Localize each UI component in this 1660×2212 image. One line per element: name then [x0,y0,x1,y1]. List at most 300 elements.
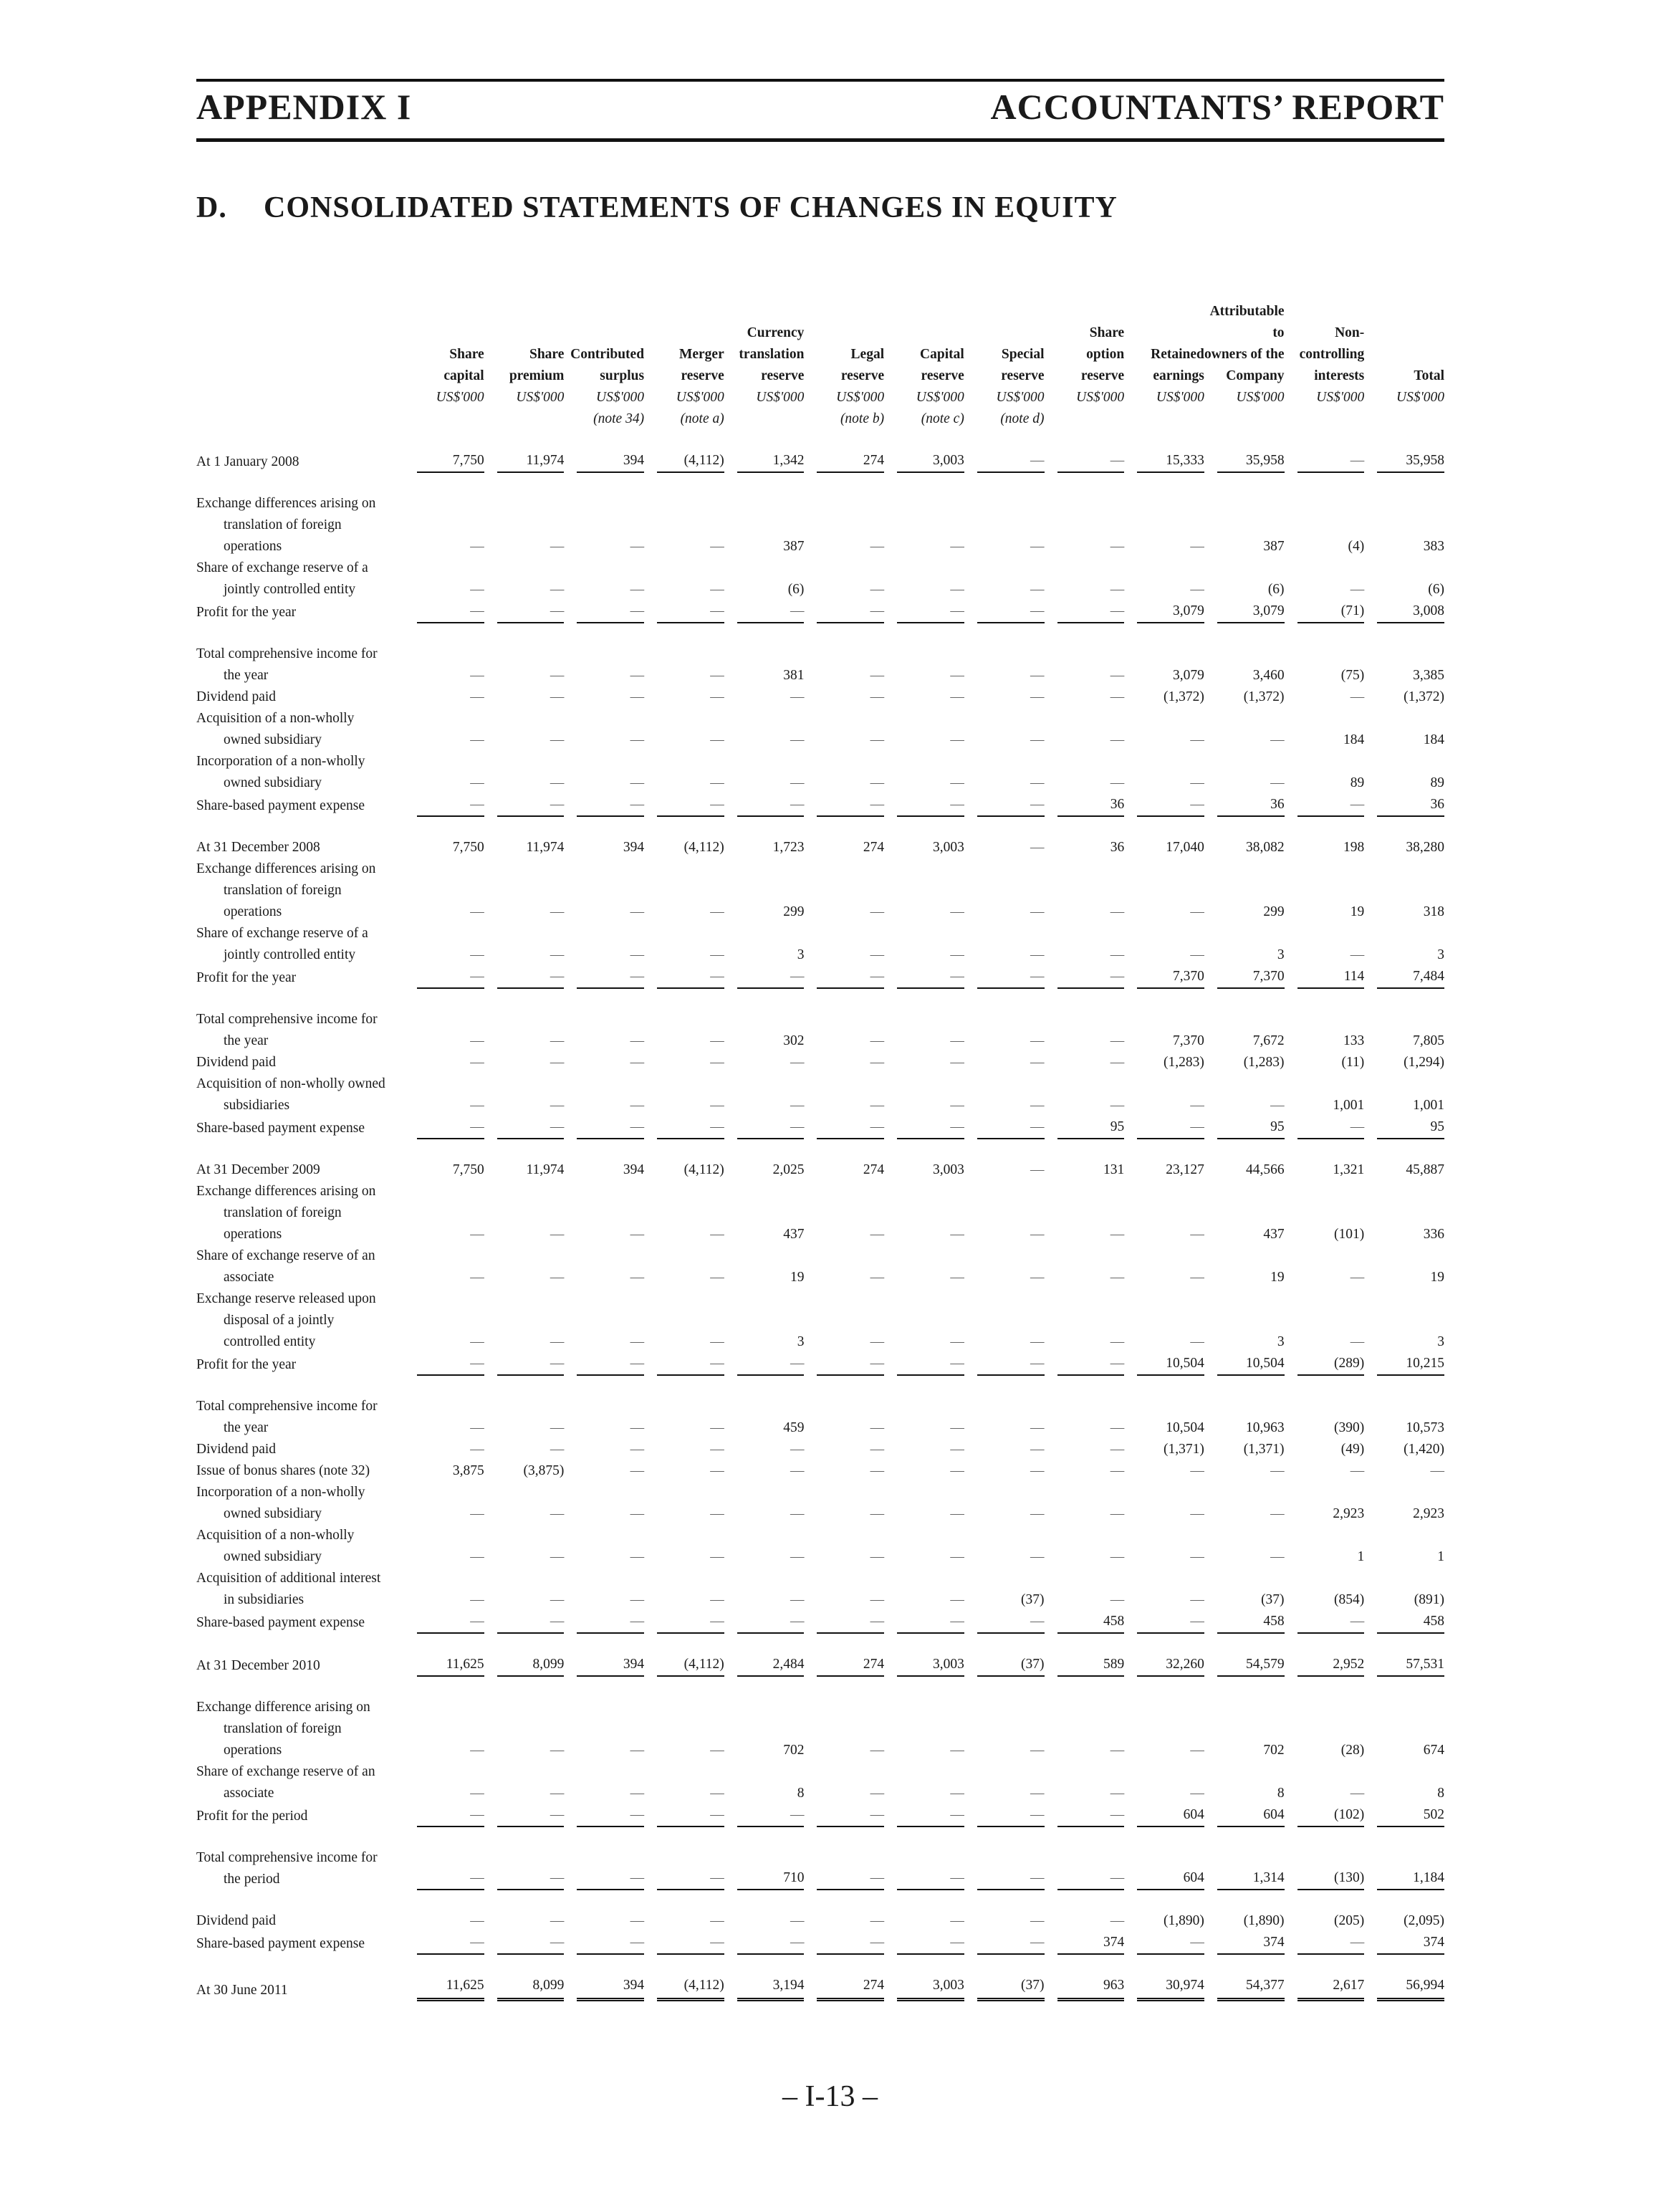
cell-value: — [1110,775,1125,790]
value-cell [804,1159,884,1181]
row-label [196,858,404,923]
cell-value: — [950,732,964,747]
row-label-line: translation of foreign [224,517,342,532]
value-cell [1124,1804,1204,1827]
cell-value: — [550,1420,565,1435]
table-row [196,643,1444,686]
cell-value: 10,963 [1245,1420,1285,1435]
cell-value: — [1190,539,1204,554]
cell-value: — [950,947,964,962]
value-cell [884,557,964,600]
value-cell [644,1073,724,1116]
row-label-line: owned subsidiary [224,1506,322,1521]
cell-value: — [977,1867,1045,1890]
value-cell [724,708,805,751]
value-cell [1204,923,1285,966]
table-row [196,794,1444,817]
value-cell [964,1975,1045,2001]
value-cell [1204,1288,1285,1353]
cell-value: 95 [1057,1116,1125,1139]
value-cell [404,751,484,794]
cell-value: 387 [1263,539,1285,554]
table-row [196,686,1444,708]
row-label-line: the year [224,668,269,683]
value-cell [404,1804,484,1827]
value-cell [484,1439,565,1460]
cell-value: 394 [577,1975,644,2001]
cell-value: — [817,1116,884,1139]
column-header-line: reserve [681,368,724,383]
row-label [196,1460,404,1482]
cell-value: 604 [1217,1804,1285,1827]
value-cell [1285,1073,1365,1116]
cell-value: 3,875 [452,1463,484,1478]
row-label-line: the year [224,1033,269,1048]
cell-value: (289) [1297,1353,1365,1376]
row-label-line: Share of exchange reserve of an [196,1248,375,1263]
cell-value: 2,484 [737,1654,805,1677]
value-cell [1124,1697,1204,1761]
value-cell [724,1245,805,1288]
value-cell [804,1525,884,1568]
value-cell [1045,1009,1125,1052]
cell-value: 7,370 [1173,1033,1204,1048]
cell-value: — [497,794,565,817]
value-cell [1285,1482,1365,1525]
value-cell [1204,1611,1285,1634]
cell-value: — [497,1353,565,1376]
column-header-line [1364,322,1444,344]
cell-value: (71) [1297,600,1365,623]
column-header-line: Total [1414,368,1444,383]
value-cell [964,1288,1045,1353]
value-cell [564,1396,644,1439]
value-cell [884,1525,964,1568]
row-label [196,493,404,557]
cell-value: (1,283) [1243,1055,1285,1070]
cell-value: 3,003 [932,840,964,855]
cell-value: — [1030,689,1045,704]
value-cell [644,1910,724,1932]
value-cell [724,1116,805,1139]
cell-value: — [470,1227,484,1242]
value-cell [1045,923,1125,966]
cell-value: 702 [1263,1743,1285,1758]
cell-value: (4,112) [657,1654,724,1677]
cell-value: — [1350,1463,1365,1478]
cell-value: — [577,794,644,817]
cell-value: — [897,1353,964,1376]
cell-value: — [550,1270,565,1285]
value-cell [724,794,805,817]
column-header-line: translation [739,347,805,362]
cell-value: 2,617 [1297,1975,1365,2001]
value-cell [484,837,565,858]
cell-value: — [1110,1227,1125,1242]
cell-value: — [870,1055,885,1070]
cell-value: — [1030,1913,1045,1928]
row-label-line: associate [224,1786,274,1801]
cell-value: — [710,1549,724,1564]
value-cell [1285,708,1365,751]
cell-value: — [1270,1506,1285,1521]
column-header [1364,279,1444,430]
value-cell [1045,643,1125,686]
column-header-line [404,301,484,322]
cell-value: — [550,689,565,704]
value-cell [1364,1525,1444,1568]
value-cell [1285,1396,1365,1439]
cell-value: 56,994 [1377,1975,1444,2001]
cell-value: — [897,1932,964,1955]
value-cell [404,1761,484,1804]
value-cell [964,557,1045,600]
cell-value: — [550,1334,565,1349]
value-cell [964,600,1045,623]
cell-value: — [550,732,565,747]
value-cell [1045,708,1125,751]
cell-value: — [1030,1270,1045,1285]
value-cell [1204,966,1285,989]
cell-value: — [497,1867,565,1890]
cell-value: 3 [1277,947,1285,962]
cell-value: (49) [1340,1442,1365,1457]
value-cell [1364,1009,1444,1052]
cell-value: 8,099 [497,1975,565,2001]
value-cell [484,686,565,708]
cell-value: — [417,1611,484,1634]
cell-value: 11,625 [417,1975,484,2001]
row-label [196,1697,404,1761]
value-cell [1124,923,1204,966]
cell-value: — [1110,1592,1125,1607]
cell-value: — [630,1549,645,1564]
row-label-line: Incorporation of a non-wholly [196,754,365,769]
cell-value: — [577,1353,644,1376]
value-cell [884,794,964,817]
column-note: (note b) [840,411,885,426]
row-label-line: Total comprehensive income for [196,1850,378,1865]
cell-value: 131 [1103,1162,1125,1177]
column-header-line: interests [1314,368,1365,383]
table-row [196,1052,1444,1073]
value-cell [724,557,805,600]
cell-value: 459 [783,1420,805,1435]
cell-value: — [950,1055,964,1070]
value-cell [1285,643,1365,686]
value-cell [724,493,805,557]
cell-value: — [790,775,805,790]
column-header-line: surplus [600,368,645,383]
cell-value: — [1190,1743,1204,1758]
value-cell [1124,1611,1204,1634]
value-cell [1364,643,1444,686]
value-cell [1285,600,1365,623]
cell-value: — [870,1463,885,1478]
cell-value: — [630,1442,645,1457]
cell-value: — [977,794,1045,817]
cell-value: — [897,1116,964,1139]
cell-value: — [657,1353,724,1376]
cell-value: — [550,1098,565,1113]
table-row [196,1288,1444,1353]
value-cell [964,1439,1045,1460]
value-cell [804,1804,884,1827]
cell-value: — [1030,1055,1045,1070]
cell-value: — [1030,1463,1045,1478]
value-cell [564,1052,644,1073]
appendix-title: APPENDIX I [196,87,412,127]
column-header [724,279,805,430]
column-header-line [724,301,805,322]
value-cell [644,1052,724,1073]
cell-value: — [870,689,885,704]
value-cell [1285,1804,1365,1827]
value-cell [884,1761,964,1804]
value-cell [1285,1697,1365,1761]
cell-value: — [870,1592,885,1607]
value-cell [1045,1116,1125,1139]
column-header [644,279,724,430]
value-cell [1204,1009,1285,1052]
row-label [196,1761,404,1804]
value-cell [1364,1181,1444,1245]
cell-value: — [497,1116,565,1139]
cell-value: (6) [1428,582,1444,597]
table-row [196,1910,1444,1932]
cell-value: 394 [623,1162,645,1177]
row-label-line: the period [224,1872,280,1887]
cell-value: 7,805 [1413,1033,1444,1048]
cell-value: — [1137,1932,1204,1955]
cell-value: 3 [1437,1334,1444,1349]
value-cell [1285,966,1365,989]
cell-value: — [630,1786,645,1801]
row-label-line: At 30 June 2011 [196,1983,288,1998]
column-header-line [804,322,884,344]
value-cell [964,1159,1045,1181]
cell-value: 89 [1350,775,1365,790]
value-cell [1204,794,1285,817]
cell-value: — [1030,947,1045,962]
cell-value: 374 [1377,1932,1444,1955]
value-cell [564,1482,644,1525]
value-cell [804,1460,884,1482]
value-cell [484,1052,565,1073]
value-cell [404,493,484,557]
cell-value: — [550,1227,565,1242]
cell-value: (37) [977,1975,1045,2001]
cell-value: — [710,1913,724,1928]
row-label [196,1932,404,1955]
column-header [884,279,964,430]
cell-value: — [870,1506,885,1521]
section-title: CONSOLIDATED STATEMENTS OF CHANGES IN EQUITY [264,191,1118,224]
cell-value: 2,923 [1413,1506,1444,1521]
value-cell [1124,1847,1204,1890]
value-cell [484,1245,565,1288]
value-cell [964,1245,1045,1288]
table-row [196,1245,1444,1288]
value-cell [804,858,884,923]
value-cell [644,923,724,966]
cell-value: — [977,1932,1045,1955]
cell-value: — [630,1098,645,1113]
value-cell [1045,1654,1125,1677]
value-cell [1045,1353,1125,1376]
value-cell [964,686,1045,708]
page-number: – I-13 – [782,2080,878,2113]
table-row [196,751,1444,794]
value-cell [884,751,964,794]
cell-value: 95 [1217,1116,1285,1139]
value-cell [1045,1975,1125,2001]
value-cell [564,1804,644,1827]
row-label-line: translation of foreign [224,1721,342,1736]
value-cell [1204,643,1285,686]
value-cell [1285,1288,1365,1353]
value-cell [724,1910,805,1932]
table-row [196,1932,1444,1955]
cell-value: 38,082 [1245,840,1285,855]
cell-value: — [470,689,484,704]
value-cell [644,1288,724,1353]
value-cell [484,1568,565,1611]
cell-value: — [870,904,885,919]
value-cell [644,1009,724,1052]
cell-value: — [470,947,484,962]
column-note [724,408,805,430]
cell-value: — [1030,1033,1045,1048]
cell-value: — [630,904,645,919]
value-cell [1045,1847,1125,1890]
row-label-line: owned subsidiary [224,1549,322,1564]
cell-value: — [710,1227,724,1242]
value-cell [1364,1460,1444,1482]
value-cell [964,1073,1045,1116]
column-unit: US$'000 [1076,390,1125,405]
value-cell [484,1697,565,1761]
cell-value: — [870,1334,885,1349]
column-header-line [1204,279,1285,301]
value-cell [1124,837,1204,858]
cell-value: — [1110,1055,1125,1070]
column-note: (note a) [680,411,724,426]
value-cell [964,1761,1045,1804]
row-label-line: Acquisition of additional interest [196,1571,381,1586]
value-cell [884,923,964,966]
value-cell [644,1611,724,1634]
cell-value: — [710,904,724,919]
column-header-line [884,301,964,322]
cell-value: — [950,1549,964,1564]
row-label-line: Exchange reserve released upon [196,1291,376,1306]
value-cell [1285,1975,1365,2001]
value-cell [724,1697,805,1761]
cell-value: 7,750 [452,1162,484,1177]
value-cell [804,1482,884,1525]
cell-value: — [710,1463,724,1478]
value-cell [1124,1245,1204,1288]
cell-value: — [710,1334,724,1349]
cell-value: — [1110,1786,1125,1801]
column-header-line [1045,301,1125,322]
cell-value: — [737,600,805,623]
column-note [404,408,484,430]
value-cell [804,1288,884,1353]
column-header-line: capital [443,368,484,383]
cell-value: — [417,1932,484,1955]
value-cell [724,600,805,623]
cell-value: — [950,1913,964,1928]
column-header-line: premium [509,368,565,383]
value-cell [404,1073,484,1116]
value-cell [404,1910,484,1932]
cell-value: — [1030,904,1045,919]
value-cell [724,1568,805,1611]
value-cell [724,966,805,989]
cell-value: 458 [1217,1611,1285,1634]
value-cell [404,1159,484,1181]
column-unit: US$'000 [1396,390,1444,405]
row-label-line: Acquisition of non-wholly owned [196,1076,385,1091]
value-cell [484,1804,565,1827]
value-cell [644,493,724,557]
value-cell [1285,1568,1365,1611]
row-label [196,686,404,708]
column-header-row [196,279,1444,430]
cell-value: — [737,1116,805,1139]
cell-value: 7,750 [417,450,484,473]
column-header-line [1285,301,1365,322]
value-cell [1285,751,1365,794]
value-cell [404,1052,484,1073]
cell-value: — [1270,1098,1285,1113]
cell-value: 589 [1057,1654,1125,1677]
value-cell [484,600,565,623]
value-cell [404,1525,484,1568]
value-cell [404,600,484,623]
cell-value: 35,958 [1377,450,1444,473]
cell-value: — [470,1549,484,1564]
value-cell [1204,708,1285,751]
value-cell [724,1073,805,1116]
cell-value: — [1190,1334,1204,1349]
cell-value: — [1110,1506,1125,1521]
cell-value: — [1350,947,1365,962]
row-label-line: At 31 December 2009 [196,1162,320,1177]
cell-value: — [950,1463,964,1478]
value-cell [724,1460,805,1482]
cell-value: — [870,668,885,683]
cell-value: — [710,1506,724,1521]
cell-value: — [817,600,884,623]
cell-value: 274 [817,1654,884,1677]
cell-value: 2,025 [772,1162,805,1177]
column-header-line: earnings [1153,368,1204,383]
cell-value: — [870,1913,885,1928]
value-cell [404,708,484,751]
value-cell [1045,966,1125,989]
cell-value: — [977,1804,1045,1827]
cell-value: — [550,1913,565,1928]
row-label-line: At 31 December 2010 [196,1658,320,1673]
cell-value: — [1270,775,1285,790]
cell-value: 963 [1057,1975,1125,2001]
row-label [196,1439,404,1460]
value-cell [724,1932,805,1955]
value-cell [804,1654,884,1677]
